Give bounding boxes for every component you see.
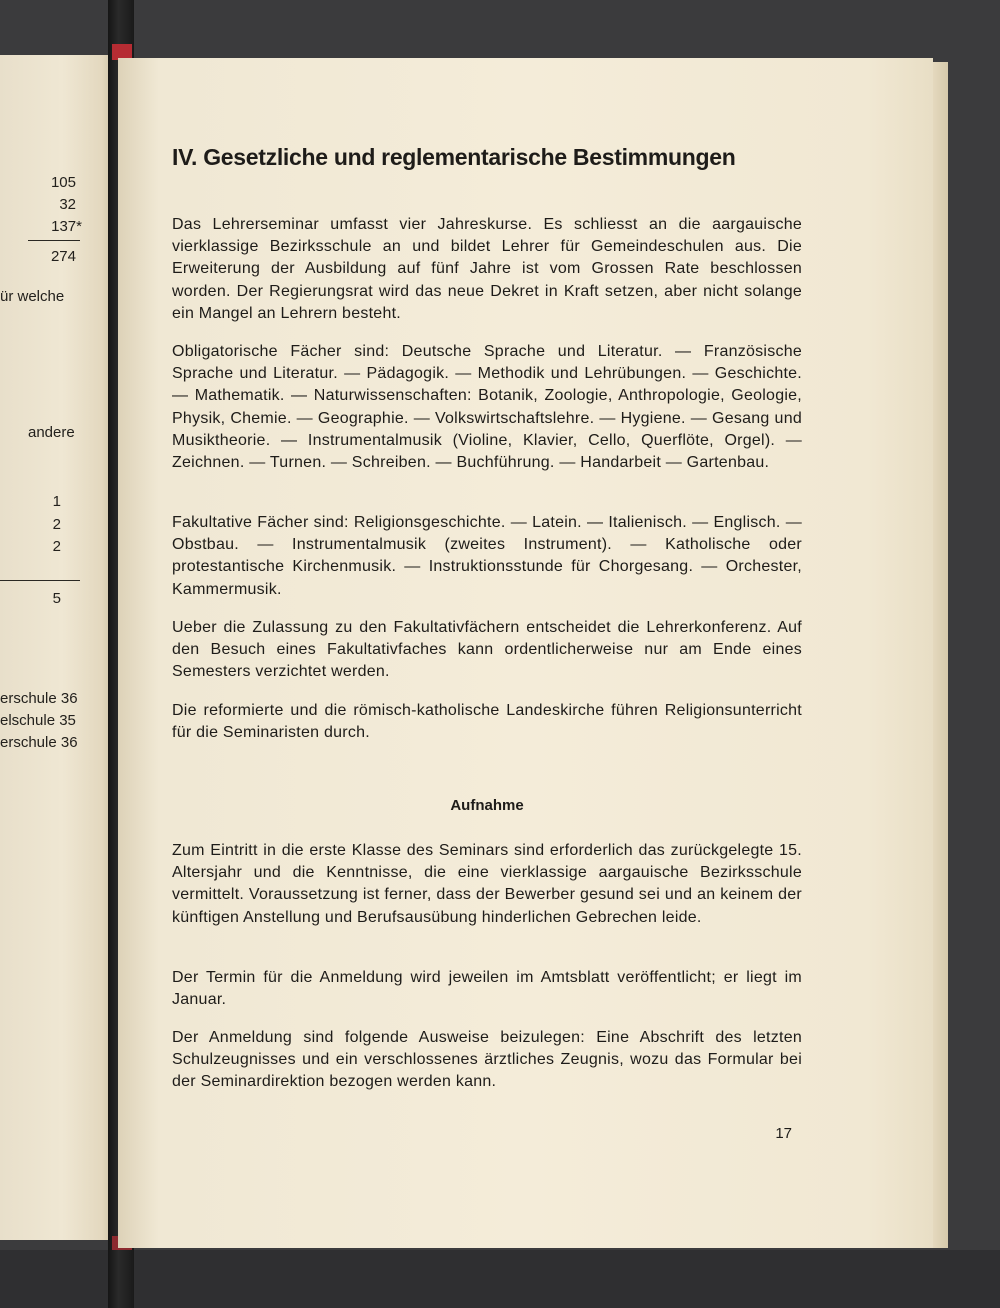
left-school-2: elschule 35 [0, 712, 76, 729]
left-number-2a: 2 [52, 516, 61, 533]
left-text-welche: ür welche [0, 288, 65, 305]
paragraph-termin: Der Termin für die Anmeldung wird jeweilen im Amtsblatt veröffentlicht; er liegt im Januar. [172, 969, 802, 1009]
left-number-32: 32 [59, 196, 76, 213]
paragraph-anmeldung: Der Anmeldung sind folgende Ausweise beizulegen: Eine Abschrift des letzten Schulzeugnisses und ein verschlossenes ärztliches Zeugnis, wozu das Formular bei der Seminardirektion bezogen werden kann. [172, 1029, 802, 1091]
paragraph-eintritt: Zum Eintritt in die erste Klasse des Seminars sind erforderlich das zurückgelegte 15. Altersjahr und die Kenntnisse, die eine vierklassige aargauische Bezirksschule vermittelt. Voraussetzung ist ferner, dass der Bewerber gesund sei und an keinem der künftigen Anstellung und Berufsausübung hinderlichen Gebrechen leide. [172, 842, 802, 926]
paragraph-fakultative-faecher: Fakultative Fächer sind: Religionsgeschichte. — Latein. — Italienisch. — Englisch. — Obstbau. — Instrumentalmusik (zweites Instrument). — Katholische oder protestantische Kirchenmusik. — Instruktionsstunde für Chorgesang. — Orchester, Kammermusik. [172, 514, 802, 598]
left-school-1: erschule 36 [0, 690, 78, 707]
paragraph-zulassung: Ueber die Zulassung zu den Fakultativfächern entscheidet die Lehrerkonferenz. Auf den Besuch eines Fakultativfaches kann ordentlicherweise nur am Ende eines Semesters verzichtet werden. [172, 619, 802, 681]
left-number-137: 137* [51, 218, 82, 235]
page-number: 17 [775, 1125, 792, 1142]
left-text-andere: andere [28, 424, 75, 441]
paragraph-obligatorische-faecher: Obligatorische Fächer sind: Deutsche Sprache und Literatur. — Französische Sprache und Literatur. — Pädagogik. — Methodik und Lehrübungen. — Geschichte. — Mathematik. — Naturwissenschaften: Botanik, Zoologie, Anthropologie, Geologie, Physik, Chemie. — Geographie. — Volkswirtschaftslehre. — Hygiene. — Gesang und Musiktheorie. — Instrumentalmusik (Violine, Klavier, Cello, Querflöte, Orgel). — Zeichnen. — Turnen. — Schreiben. — Buchführung. — Handarbeit — Gartenbau. [172, 343, 802, 472]
background-bottom [0, 1250, 1000, 1308]
section-heading-aufnahme: Aufnahme [450, 797, 524, 814]
left-number-1: 1 [52, 493, 61, 510]
left-number-105: 105 [50, 174, 76, 191]
left-school-3: erschule 36 [0, 734, 78, 751]
page-title: IV. Gesetzliche und reglementarische Bestimmungen [172, 144, 736, 170]
left-number-274: 274 [50, 248, 76, 265]
paragraph-lehrerseminar: Das Lehrerseminar umfasst vier Jahreskurse. Es schliesst an die aargauische vierklassige Bezirksschule an und bildet Lehrer für Gemeindeschulen aus. Die Erweiterung der Ausbildung auf fünf Jahre ist vom Grossen Rate beschlossen worden. Der Regierungsrat wird das neue Dekret in Kraft setzen, aber nicht solange ein Mangel an Lehrern besteht. [172, 216, 802, 322]
left-number-5: 5 [52, 590, 61, 607]
left-number-2b: 2 [52, 538, 61, 555]
left-sum-rule [28, 240, 80, 241]
paragraph-religionsunterricht: Die reformierte und die römisch-katholische Landeskirche führen Religionsunterricht für die Seminaristen durch. [172, 702, 802, 742]
left-sum-rule-2 [0, 580, 80, 581]
